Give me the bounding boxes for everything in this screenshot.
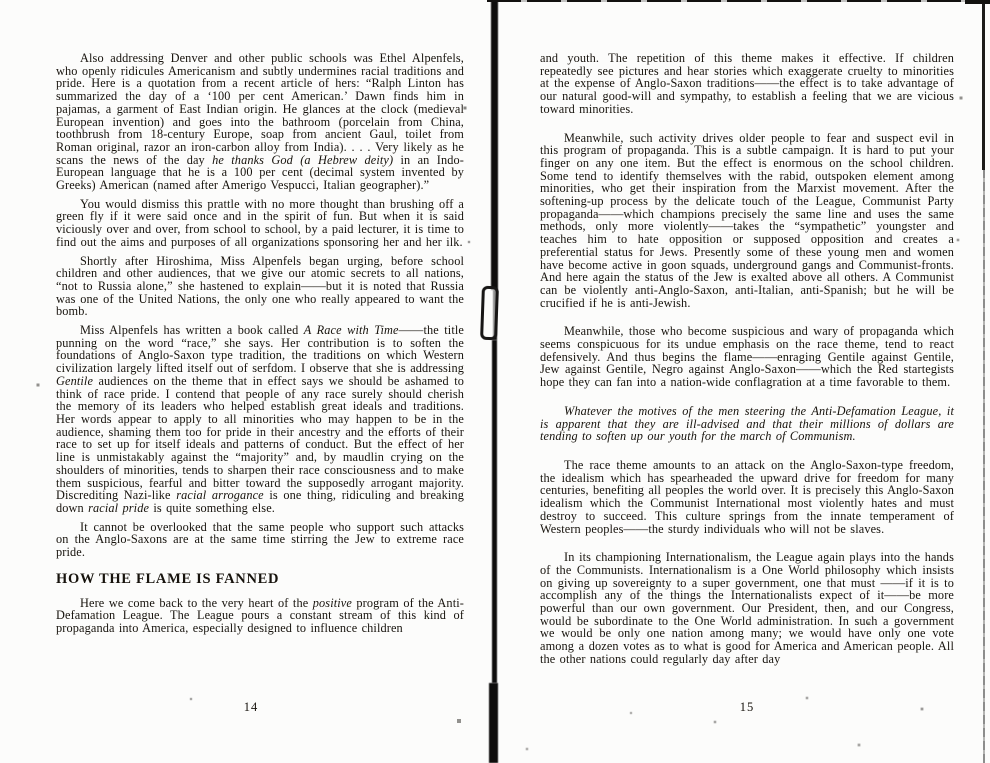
page-right-text (540, 52, 954, 666)
page-number-right: 15 (739, 700, 755, 714)
paragraph: Shortly after Hiroshima, Miss Alpenfels began urging, before school children and other audiences, that we give our atomic secrets to all nations, “not to Russia alone,” she hastened to explain——but it is noted that Russia was one of the United Nations, the only one who really appeared to want the bomb. (56, 253, 464, 319)
scan-corner-mark (965, 0, 990, 4)
scan-edge-right-dark-segment (982, 0, 985, 170)
paragraph: Meanwhile, such activity drives older people to fear and suspect evil in this program of propaganda. This is a subtle campaign. It is hard to put your finger on any one item. But the effect is enormous on the school children. Some tend to identify themselves with the rabid, outspoken element among minorities, who get their inspiration from the Marxist movement. After the softening-up process by the delicate touch of the League, Communist Party propaganda——which champions precisely the same line and uses the same methods, only more violently——takes the “sympathetic” youngster and teaches him to hate opposition or supposed opposition and creates a preferential status for Jews. Presently some of these young men and women have become active in goon squads, underground gangs and Communist-fronts. And here again the status of the Jew is exalted above all others. A Communist can be violently anti-Anglo-Saxon, anti-Italian, anti-Spanish; but he will be crucified if he is anti-Jewish. (540, 130, 954, 310)
paragraph: Also addressing Denver and other public schools was Ethel Alpenfels, who openly ridicules Americanism and subtly undermines racial traditions and pride. Here is a quotation from a recent article of hers: “Ralph Linton has summarized the day of a ‘100 per cent American.’ Dawn finds him in pajamas, a garment of East Indian origin. He glances at the clock (medieval European invention) and goes into the bathroom (porcelain from China, toothbrush from 18-century Europe, soap from ancient Gaul, toilet from Roman original, razor an iron-carbon alloy from India). . . . Very likely as he scans the news of the day he thanks God (a Hebrew deity) in an Indo-European language that he is a 100 per cent (decimal system invented by Greeks) American (named after Amerigo Vespucci, Italian geographer).” (56, 51, 464, 193)
paragraph: Miss Alpenfels has written a book called A Race with Time——the title punning on the word “race,” she says. Her contribution is to soften the foundations of Anglo-Saxon type tradition, the traditions on which Western civilization largely lifted itself out of serfdom. I observe that she is addressing Gentile audiences on the theme that in effect says we should be ashamed to think of race pride. I contend that people of any race surely should cherish the memory of its leaders who helped establish great ideals and traditions. Her words appear to apply to all minorities who may happen to be in the audience, shaming them too for pride in their ancestry and the efforts of their race to set up for itself ideals and patterns of conduct. But the effect of her line is unmistakably against the “majority” and, by maudlin crying on the shoulders of minorities, tends to sharpen their race consciousness and to make them suspicious, fearful and bitter toward the supposedly arrogant majority. Discrediting Nazi-like racial arrogance is one thing, ridiculing and breaking down racial pride is quite something else. (56, 323, 464, 515)
paragraph: Meanwhile, those who become suspicious and wary of propaganda which seems conspicuous for its undue emphasis on the race theme, tend to react defensively. And thus begins the flame——enraging Gentile against Gentile, Jew against Gentile, Negro against Anglo-Saxon——which the Red startegists hope they can fan into a nation-wide conflagration at a time favorable to them. (540, 324, 954, 390)
page-number-left: 14 (243, 700, 259, 714)
staple (480, 286, 499, 341)
page-right (540, 52, 954, 682)
scan-edge-top-line (487, 0, 990, 2)
book-spine-line (489, 683, 498, 763)
paragraph: and youth. The repetition of this theme makes it effective. If children repeatedly see pictures and hear stories which exaggerate cruelty to minorities at the expense of Anglo-Saxon traditions——the effect is to take advantage of our natural good-will and sympathy, to establish a feeling that we are vicious toward minorities. (540, 51, 954, 116)
book-spine-line (492, 340, 497, 683)
paragraph: In its championing Internationalism, the League again plays into the hands of the Communists. Internationalism is a One World philosophy which insists on giving up sovereignty to a super government, one that must ——if it is to accomplish any of the things the Internationalists expect of it——be more powerful than our own government. Our President, then, and our Congress, would be subordinate to the One World administration. In such a government we would be only one nation among many; we would have only one vote among a dozen votes as to what is good for America and American people. All the other nations could regularly day after day (540, 550, 954, 666)
paragraph: It cannot be overlooked that the same people who support such attacks on the Anglo-Saxons are at the same time stirring the Jew to extreme race pride. (56, 519, 464, 560)
section-heading: HOW THE FLAME IS FANNED (56, 570, 280, 587)
book-spine-line (491, 0, 498, 290)
paragraph: You would dismiss this prattle with no more thought than brushing off a green fly if it were said once and in the spirit of fun. But when it is said viciously over and over, from school to school, by a paid lecturer, it is time to find out the aims and purposes of all organizations sponsoring her and her ilk. (56, 196, 464, 249)
paragraph: Here we come back to the very heart of the positive program of the Anti-Defamation League. The League pours a constant stream of this kind of propaganda into America, especially designed to influence children (56, 595, 464, 636)
page-left-text (56, 52, 464, 635)
page-left (56, 52, 464, 641)
paragraph: The race theme amounts to an attack on the Anglo-Saxon-type freedom, the idealism which has spearheaded the upward drive for freedom for many centuries, benefiting all peoples the world over. It is precisely this Anglo-Saxon idealism which the Communist International most violently hates and must destroy to succeed. This culture springs from the innate temperament of Western peoples——the sturdy individuals who will not be slaves. (540, 457, 954, 536)
paragraph: Whatever the motives of the men steering the Anti-Defamation League, it is apparent that they are ill-advised and that their millions of dollars are tending to soften up our youth for the march of Communism. (540, 403, 954, 444)
scan-specks (0, 0, 2, 2)
